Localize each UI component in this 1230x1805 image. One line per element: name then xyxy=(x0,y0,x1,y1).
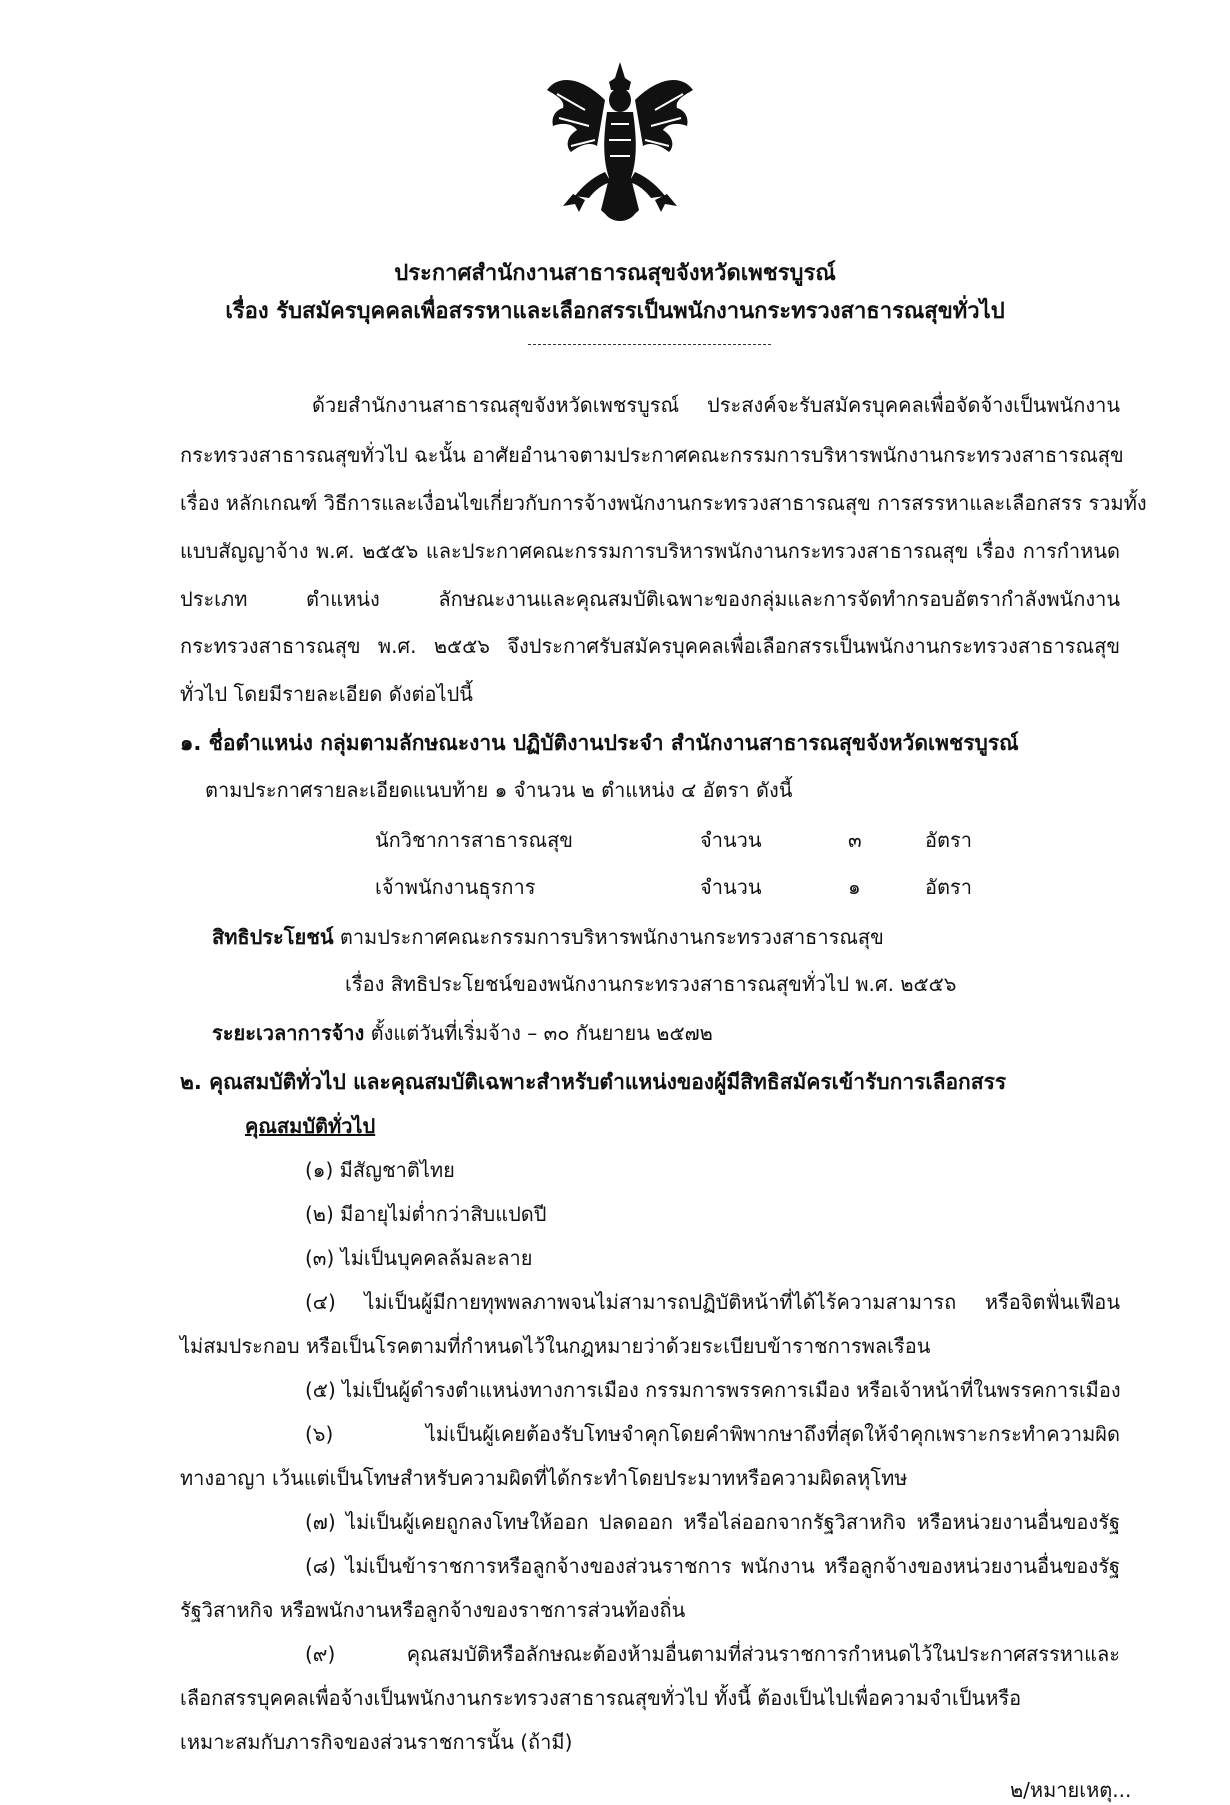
intro-line: กระทรวงสาธารณสุขทั่วไป ฉะนั้น อาศัยอำนาจตามประกาศคณะกรรมการบริหารพนักงานกระทรวงสาธารณสุข xyxy=(180,443,1124,467)
intro-line: ด้วยสำนักงานสาธารณสุขจังหวัดเพชรบูรณ์ ประสงค์จะรับสมัครบุคคลเพื่อจัดจ้างเป็นพนักงาน xyxy=(312,393,1120,417)
qualification-item-continued: รัฐวิสาหกิจ หรือพนักงานหรือลูกจ้างของราชการส่วนท้องถิ่น xyxy=(180,1598,686,1622)
qualification-item: (๓) ไม่เป็นบุคคลล้มละลาย xyxy=(305,1246,533,1270)
general-qualifications-heading: คุณสมบัติทั่วไป xyxy=(245,1114,376,1138)
position-unit: อัตรา xyxy=(925,875,972,899)
qualification-item: (๙) คุณสมบัติหรือลักษณะต้องห้ามอื่นตามที่ส่วนราชการกำหนดไว้ในประกาศสรรหาและ xyxy=(305,1642,1120,1666)
qualification-item: (๒) มีอายุไม่ต่ำกว่าสิบแปดปี xyxy=(305,1202,547,1226)
section-1-heading: ๑. ชื่อตำแหน่ง กลุ่มตามลักษณะงาน ปฏิบัติงานประจำ สำนักงานสาธารณสุขจังหวัดเพชรบูรณ์ xyxy=(180,731,1019,755)
qualification-item: (๕) ไม่เป็นผู้ดำรงตำแหน่งทางการเมือง กรรมการพรรคการเมือง หรือเจ้าหน้าที่ในพรรคการเมือง xyxy=(305,1378,1121,1402)
intro-line: แบบสัญญาจ้าง พ.ศ. ๒๕๕๖ และประกาศคณะกรรมการบริหารพนักงานกระทรวงสาธารณสุข เรื่อง การกำหนด xyxy=(180,539,1120,563)
qualification-item-continued: เลือกสรรบุคคลเพื่อจ้างเป็นพนักงานกระทรวงสาธารณสุขทั่วไป ทั้งนี้ ต้องเป็นไปเพื่อความจำเป็นหรือ xyxy=(180,1686,1022,1710)
section-2-heading: ๒. คุณสมบัติทั่วไป และคุณสมบัติเฉพาะสำหรับตำแหน่งของผู้มีสิทธิสมัครเข้ารับการเลือกสรร xyxy=(180,1070,1007,1094)
garuda-emblem xyxy=(545,60,695,228)
benefit-text-2: เรื่อง สิทธิประโยชน์ของพนักงานกระทรวงสาธารณสุขทั่วไป พ.ศ. ๒๕๕๖ xyxy=(345,972,957,996)
intro-line: ทั่วไป โดยมีรายละเอียด ดังต่อไปนี้ xyxy=(180,682,473,706)
position-name: เจ้าพนักงานธุรการ xyxy=(375,875,536,899)
position-name: นักวิชาการสาธารณสุข xyxy=(375,828,573,852)
position-count: ๓ xyxy=(848,828,862,852)
intro-line: เรื่อง หลักเกณฑ์ วิธีการและเงื่อนไขเกี่ยวกับการจ้างพนักงานกระทรวงสาธารณสุข การสรรหาและเลือกสรร รวมทั้ง xyxy=(180,491,1147,515)
title-divider xyxy=(528,344,771,345)
qualification-item-continued: เหมาะสมกับภารกิจของส่วนราชการนั้น (ถ้ามี) xyxy=(180,1730,573,1754)
qualification-item: (๘) ไม่เป็นข้าราชการหรือลูกจ้างของส่วนราชการ พนักงาน หรือลูกจ้างของหน่วยงานอื่นของรัฐ xyxy=(305,1554,1120,1578)
qualification-item-continued: ไม่สมประกอบ หรือเป็นโรคตามที่กำหนดไว้ในกฎหมายว่าด้วยระเบียบข้าราชการพลเรือน xyxy=(180,1334,931,1358)
benefit-label: สิทธิประโยชน์ xyxy=(212,925,334,949)
qualification-item: (๑) มีสัญชาติไทย xyxy=(305,1158,455,1182)
position-count: ๑ xyxy=(848,875,861,899)
intro-line: ประเภท ตำแหน่ง ลักษณะงานและคุณสมบัติเฉพาะของกลุ่มและการจัดทำกรอบอัตรากำลังพนักงาน xyxy=(180,587,1120,611)
announcement-title: ประกาศสำนักงานสาธารณสุขจังหวัดเพชรบูรณ์ xyxy=(394,261,836,286)
announcement-subject: เรื่อง รับสมัครบุคคลเพื่อสรรหาและเลือกสรรเป็นพนักงานกระทรวงสาธารณสุขทั่วไป xyxy=(225,299,1005,324)
benefit-line xyxy=(212,922,884,952)
position-count-label: จำนวน xyxy=(700,828,762,852)
qualification-item: (๖) ไม่เป็นผู้เคยต้องรับโทษจำคุกโดยคำพิพากษาถึงที่สุดให้จำคุกเพราะกระทำความผิด xyxy=(305,1422,1120,1446)
period-text: ตั้งแต่วันที่เริ่มจ้าง – ๓๐ กันยายน ๒๕๗๒ xyxy=(364,1021,713,1045)
qualification-item: (๔) ไม่เป็นผู้มีกายทุพพลภาพจนไม่สามารถปฏิบัติหน้าที่ได้ไร้ความสามารถ หรือจิตฟั่นเฟือน xyxy=(305,1290,1120,1314)
qualification-item: (๗) ไม่เป็นผู้เคยถูกลงโทษให้ออก ปลดออก หรือไล่ออกจากรัฐวิสาหกิจ หรือหน่วยงานอื่นของรัฐ xyxy=(305,1510,1120,1534)
section-1-subtext: ตามประกาศรายละเอียดแนบท้าย ๑ จำนวน ๒ ตำแหน่ง ๔ อัตรา ดังนี้ xyxy=(205,778,793,802)
qualification-item-continued: ทางอาญา เว้นแต่เป็นโทษสำหรับความผิดที่ได้กระทำโดยประมาทหรือความผิดลหุโทษ xyxy=(180,1466,908,1490)
next-page-marker: ๒/หมายเหตุ... xyxy=(1010,1778,1132,1802)
position-count-label: จำนวน xyxy=(700,875,762,899)
position-unit: อัตรา xyxy=(925,828,972,852)
employment-period-line xyxy=(212,1018,713,1048)
period-label: ระยะเวลาการจ้าง xyxy=(212,1021,365,1045)
intro-line: กระทรวงสาธารณสุข พ.ศ. ๒๕๕๖ จึงประกาศรับสมัครบุคคลเพื่อเลือกสรรเป็นพนักงานกระทรวงสาธารณสุข xyxy=(180,634,1120,658)
benefit-text: ตามประกาศคณะกรรมการบริหารพนักงานกระทรวงสาธารณสุข xyxy=(333,925,884,949)
